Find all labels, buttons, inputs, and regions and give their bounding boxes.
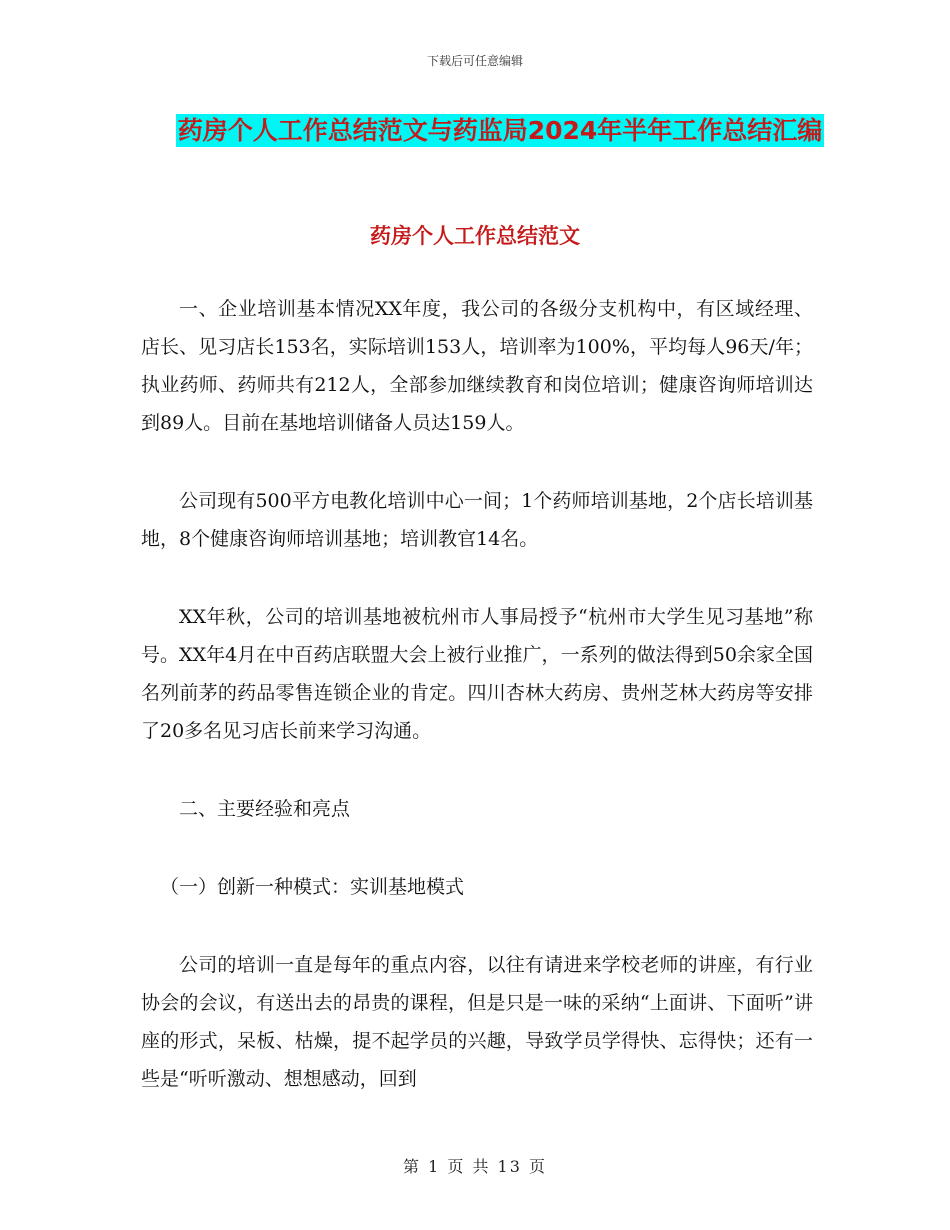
subheading-model: （一）创新一种模式：实训基地模式	[160, 876, 465, 898]
paragraph-2: 公司现有500平方电教化培训中心一间；1个药师培训基地，2个店长培训基地，8个健康咨询师培训基地；培训教官14名。	[141, 490, 813, 550]
section-title: 药房个人工作总结范文	[370, 224, 580, 248]
paragraph-3: XX年秋，公司的培训基地被杭州市人事局授予“杭州市大学生见习基地”称号。XX年4月在中百药店联盟大会上被行业推广，一系列的做法得到50余家全国名列前茅的药品零售连锁企业的肯定。四川杏林大药房、贵州芝林大药房等安排了20多名见习店长前来学习沟通。	[141, 606, 813, 742]
document-title-text: 药房个人工作总结范文与药监局2024年半年工作总结汇编	[177, 116, 823, 145]
paragraph-4: 公司的培训一直是每年的重点内容，以往有请进来学校老师的讲座，有行业协会的会议，有送出去的昂贵的课程，但是只是一味的采纳“上面讲、下面听”讲座的形式，呆板、枯燥，提不起学员的兴趣，导致学员学得快、忘得快；还有一些是“听听激动、想想感动，回到	[141, 954, 813, 1090]
paragraph-1: 一、企业培训基本情况XX年度，我公司的各级分支机构中，有区域经理、店长、见习店长153名，实际培训153人，培训率为100%，平均每人96天/年；执业药师、药师共有212人，全部参加继续教育和岗位培训；健康咨询师培训达到89人。目前在基地培训储备人员达159人。	[141, 298, 813, 434]
document-body	[141, 290, 813, 1138]
heading-experience: 二、主要经验和亮点	[179, 798, 351, 820]
page-footer: 第 1 页 共 13 页	[403, 1157, 547, 1176]
header-note: 下载后可任意编辑	[426, 54, 523, 68]
document-title	[140, 108, 860, 154]
